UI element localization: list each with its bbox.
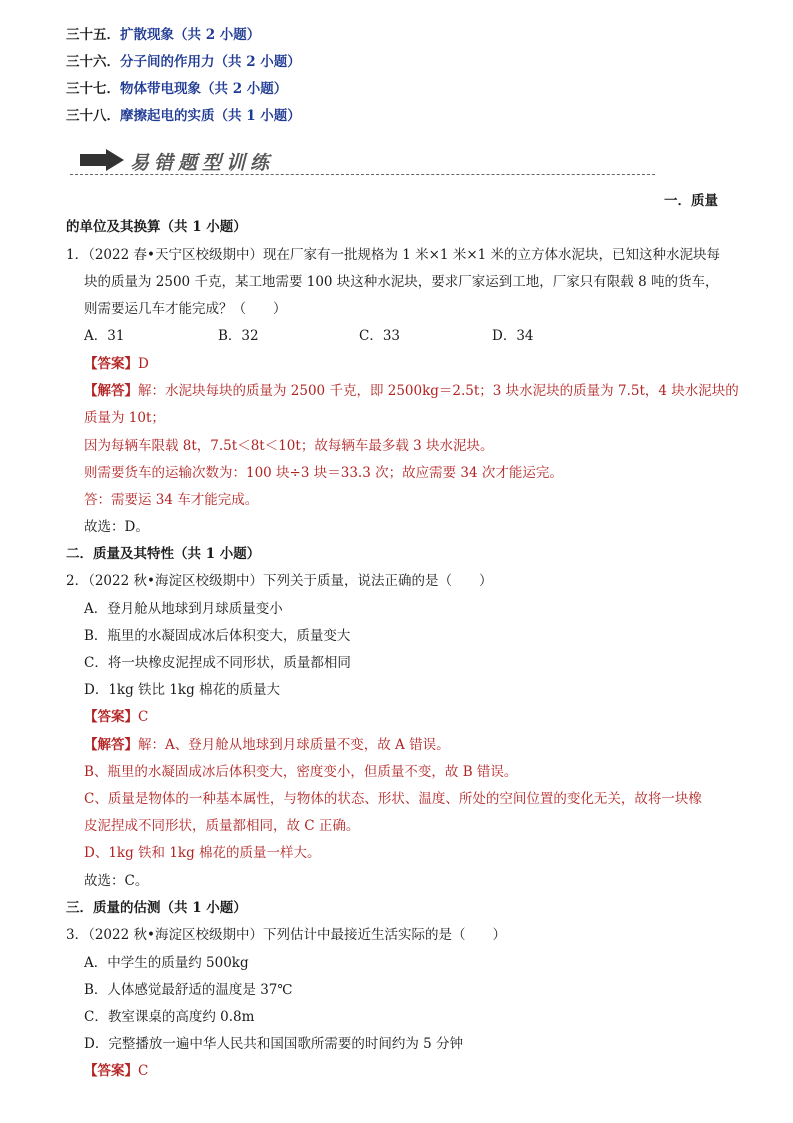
analysis-text: C、质量是物体的一种基本属性，与物体的状态、形状、温度、所处的空间位置的变化无关，故将一块橡 [84, 791, 702, 807]
answer-tag: 【答案】 [84, 709, 138, 725]
choice-text: 故选：C。 [84, 873, 149, 889]
toc-number: 三十八． [66, 108, 120, 124]
answer-tag: 【答案】 [84, 1063, 138, 1079]
answer-line [84, 354, 149, 374]
section-heading: 三．质量的估测（共 1 小题） [66, 900, 247, 916]
analysis-text: 质量为 10t； [84, 410, 165, 426]
analysis-tag: 【解答】 [84, 737, 138, 753]
choice-text: 故选：D。 [84, 519, 149, 535]
answer-line [84, 707, 148, 727]
analysis-line [84, 381, 739, 401]
answer-line [84, 1061, 148, 1081]
option-d: D．34 [492, 328, 534, 344]
analysis-text: 答：需要运 34 车才能完成。 [84, 492, 259, 508]
option-a: A．31 [84, 328, 125, 344]
banner-title: 易错题型训练 [130, 152, 275, 174]
toc-number: 三十六． [66, 54, 120, 70]
option-d: D．完整播放一遍中华人民共和国国歌所需要的时间约为 5 分钟 [84, 1036, 463, 1052]
question-stem: 块的质量为 2500 千克，某工地需要 100 块这种水泥块，要求厂家运到工地，厂家只有限载 8 吨的货车， [84, 274, 719, 290]
answer-tag: 【答案】 [84, 356, 138, 372]
question-stem: 1．（2022 春•天宁区校级期中）现在厂家有一批规格为 1 米×1 米×1 米的立方体水泥块，已知这种水泥块每 [66, 247, 721, 263]
toc-title[interactable]: 分子间的作用力（共 2 小题） [120, 54, 301, 70]
toc-item[interactable] [66, 25, 260, 45]
toc-number: 三十七． [66, 81, 120, 97]
section-heading: 二．质量及其特性（共 1 小题） [66, 546, 261, 562]
option-b: B．人体感觉最舒适的温度是 37℃ [84, 982, 293, 998]
question-stem: 2．（2022 秋•海淀区校级期中）下列关于质量，说法正确的是（ ） [66, 573, 493, 589]
toc-title[interactable]: 物体带电现象（共 2 小题） [120, 81, 288, 97]
option-c: C．33 [359, 328, 401, 344]
analysis-text: 则需要货车的运输次数为：100 块÷3 块＝33.3 次；故应需要 34 次才能运完。 [84, 465, 563, 481]
option-c: C．将一块橡皮泥捏成不同形状，质量都相同 [84, 655, 351, 671]
toc-item[interactable] [66, 79, 287, 99]
option-c: C．教室课桌的高度约 0.8m [84, 1009, 255, 1025]
analysis-line [84, 735, 450, 755]
analysis-text: D、1kg 铁和 1kg 棉花的质量一样大。 [84, 845, 321, 861]
analysis-text: B、瓶里的水凝固成冰后体积变大，密度变小，但质量不变，故 B 错误。 [84, 764, 518, 780]
arrow-icon [80, 149, 124, 171]
analysis-tag: 【解答】 [84, 383, 138, 399]
section-heading-cont: 的单位及其换算（共 1 小题） [66, 219, 247, 235]
option-d: D．1kg 铁比 1kg 棉花的质量大 [84, 682, 281, 698]
analysis-text: 解：A、登月舱从地球到月球质量不变，故 A 错误。 [138, 737, 450, 753]
toc-title[interactable]: 扩散现象（共 2 小题） [120, 27, 261, 43]
analysis-text: 皮泥捏成不同形状，质量都相同，故 C 正确。 [84, 818, 360, 834]
answer-value: C [138, 709, 149, 725]
section-heading: 一．质量 [664, 193, 718, 209]
toc-item[interactable] [66, 106, 301, 126]
banner-divider [70, 174, 655, 175]
section-banner [70, 147, 655, 177]
option-a: A．登月舱从地球到月球质量变小 [84, 601, 283, 617]
toc-title[interactable]: 摩擦起电的实质（共 1 小题） [120, 108, 301, 124]
option-b: B．32 [218, 328, 259, 344]
option-b: B．瓶里的水凝固成冰后体积变大，质量变大 [84, 628, 351, 644]
toc-number: 三十五． [66, 27, 120, 43]
question-stem: 则需要运几车才能完成？（ ） [84, 301, 287, 317]
toc-item[interactable] [66, 52, 301, 72]
option-a: A．中学生的质量约 500kg [84, 955, 249, 971]
question-stem: 3．（2022 秋•海淀区校级期中）下列估计中最接近生活实际的是（ ） [66, 927, 506, 943]
analysis-text: 因为每辆车限载 8t，7.5t＜8t＜10t；故每辆车最多载 3 块水泥块。 [84, 438, 494, 454]
analysis-text: 解：水泥块每块的质量为 2500 千克，即 2500kg＝2.5t；3 块水泥块的质量为 7.5t，4 块水泥块的 [138, 383, 739, 399]
answer-value: D [138, 356, 149, 372]
answer-value: C [138, 1063, 149, 1079]
